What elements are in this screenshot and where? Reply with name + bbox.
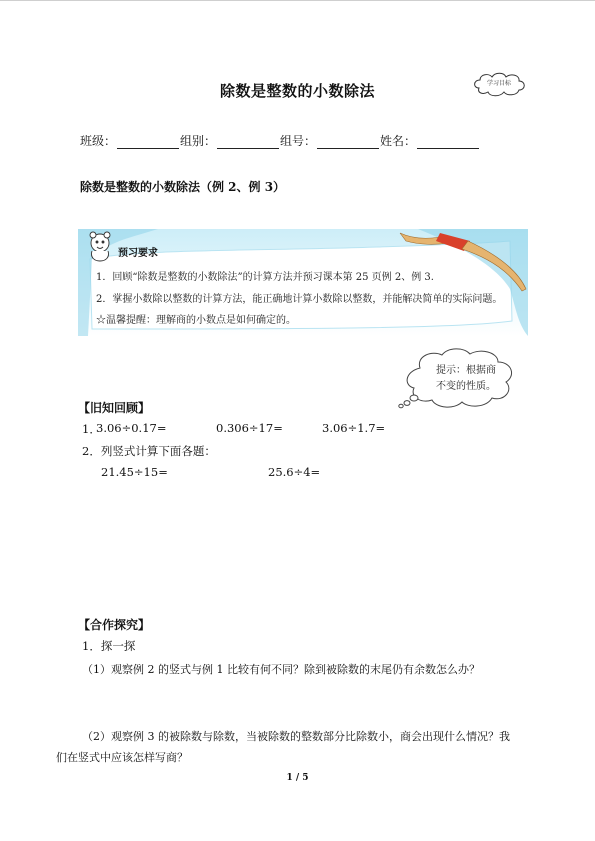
- explore-item-1: 1．探一探: [82, 639, 136, 653]
- preview-tip: ☆温馨提醒：理解商的小数点是如何确定的。: [96, 315, 296, 326]
- explore-q2-line1: （2）观察例 3 的被除数与除数，当被除数的整数部分比除数小，商会出现什么情况？我: [82, 730, 510, 743]
- hint-line-1: 提示：根据商: [436, 365, 496, 376]
- review-heading: 【旧知回顾】: [78, 401, 151, 415]
- group-no-blank[interactable]: [317, 136, 379, 149]
- preview-heading: 预习要求: [118, 248, 158, 259]
- group-no-label: 组号：: [280, 134, 317, 148]
- group-blank[interactable]: [217, 136, 279, 149]
- cloud-badge: [471, 70, 527, 100]
- hint-line-2: 不变的性质。: [436, 381, 496, 392]
- cartoon-bear-icon: [90, 232, 110, 261]
- review-q1-a: 3.06÷0.17=: [96, 421, 167, 435]
- group-label: 组别：: [180, 134, 217, 148]
- page-title: 除数是整数的小数除法: [219, 82, 375, 100]
- explore-q2-line2: 们在竖式中应该怎样写商？: [56, 751, 188, 764]
- review-q2: 2．列竖式计算下面各题：: [82, 444, 216, 458]
- page-number: 1 / 5: [286, 773, 309, 783]
- name-blank[interactable]: [417, 136, 479, 149]
- review-q1-label: 1．: [82, 422, 101, 436]
- cloud-badge-text: 学习目标: [486, 80, 511, 87]
- preview-item-1: 1．回顾“除数是整数的小数除法”的计算方法并预习课本第 25 页例 2、例 3.: [96, 272, 434, 283]
- name-label: 姓名：: [380, 134, 417, 148]
- class-label: 班级：: [80, 134, 117, 148]
- explore-q1: （1）观察例 2 的竖式与例 1 比较有何不同？除到被除数的末尾仍有余数怎么办？: [82, 663, 480, 676]
- explore-heading: 【合作探究】: [78, 618, 151, 632]
- page-top-rule: [0, 0, 595, 1]
- preview-item-2: 2．掌握小数除以整数的计算方法，能正确地计算小数除以整数，并能解决简单的实际问题。: [96, 294, 503, 305]
- review-q1-b: 0.306÷17=: [216, 421, 283, 435]
- review-q2-b: 25.6÷4=: [268, 465, 321, 479]
- class-blank[interactable]: [117, 136, 179, 149]
- student-info-row: [80, 132, 480, 149]
- review-q1-c: 3.06÷1.7=: [322, 421, 386, 435]
- lesson-subtitle: 除数是整数的小数除法（例 2、例 3）: [80, 180, 286, 194]
- review-q2-a: 21.45÷15=: [101, 465, 168, 479]
